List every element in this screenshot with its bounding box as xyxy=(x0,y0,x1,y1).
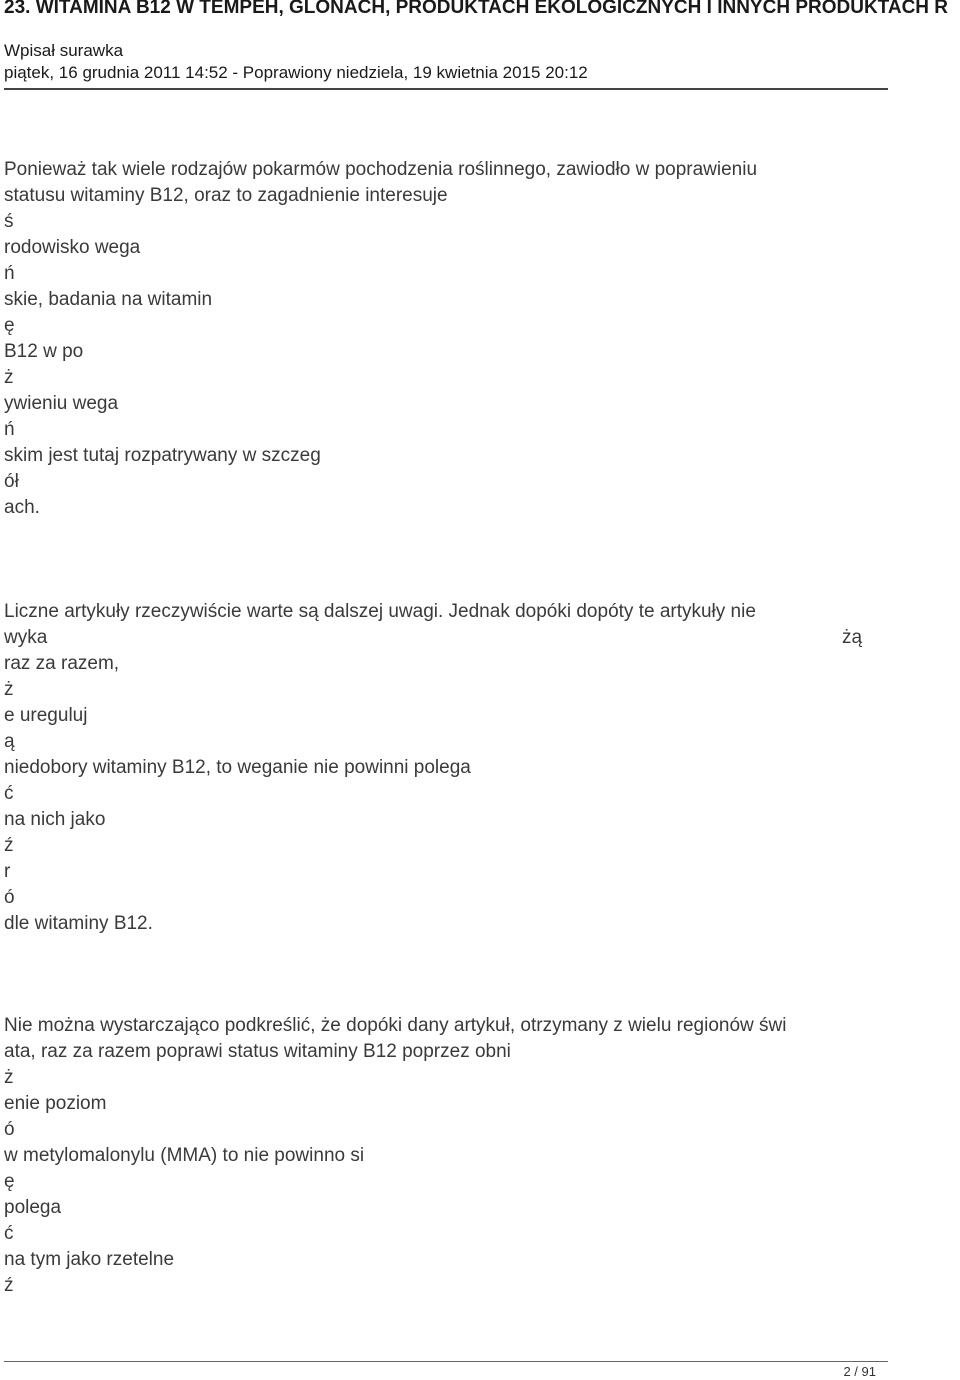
text-line xyxy=(4,209,904,235)
text-line xyxy=(4,1117,904,1143)
text-line xyxy=(4,1143,904,1169)
text-line xyxy=(4,651,904,677)
line-text: Ponieważ tak wiele rodzajów pokarmów pochodzenia roślinnego, zawiodło w poprawieniu xyxy=(4,159,758,180)
text-line xyxy=(4,625,904,651)
line-text: statusu witaminy B12, oraz to zagadnienie interesuje xyxy=(4,185,448,206)
text-line xyxy=(4,157,904,183)
page-number: 2 / 91 xyxy=(843,1364,876,1379)
line-text: ć xyxy=(4,783,14,804)
line-text: ś xyxy=(4,211,14,232)
line-text: enie poziom xyxy=(4,1093,107,1114)
text-line xyxy=(4,755,904,781)
line-text: B12 w po xyxy=(4,341,84,362)
line-text: ata, raz za razem poprawi status witaminy B12 poprzez obni xyxy=(4,1041,511,1062)
text-line xyxy=(4,859,904,885)
dateline: piątek, 16 grudnia 2011 14:52 - Poprawiony niedziela, 19 kwietnia 2015 20:12 xyxy=(4,63,588,82)
line-text: ę xyxy=(4,1171,15,1192)
text-line xyxy=(4,1013,904,1039)
text-line xyxy=(4,599,904,625)
line-text: ń xyxy=(4,419,15,440)
line-text: rodowisko wega xyxy=(4,237,141,258)
text-line xyxy=(4,703,904,729)
text-line xyxy=(4,261,904,287)
text-line xyxy=(4,1039,904,1065)
text-line xyxy=(4,339,904,365)
line-text: Liczne artykuły rzeczywiście warte są dalszej uwagi. Jednak dopóki dopóty te artykuły nie xyxy=(4,601,756,622)
line-text: ź xyxy=(4,835,14,856)
text-line xyxy=(4,781,904,807)
line-text: e ureguluj xyxy=(4,705,88,726)
text-line xyxy=(4,807,904,833)
text-line xyxy=(4,885,904,911)
text-line xyxy=(4,1091,904,1117)
line-text: ó xyxy=(4,887,15,908)
text-line xyxy=(4,443,904,469)
paragraph-1 xyxy=(4,157,904,521)
text-line xyxy=(4,1247,904,1273)
text-line xyxy=(4,417,904,443)
text-line xyxy=(4,1065,904,1091)
text-line xyxy=(4,469,904,495)
line-text: ó xyxy=(4,1119,15,1140)
line-text: ywieniu wega xyxy=(4,393,119,414)
line-text: ą xyxy=(4,731,15,752)
line-text: skim jest tutaj rozpatrywany w szczeg xyxy=(4,445,321,466)
line-text: na tym jako rzetelne xyxy=(4,1249,175,1270)
line-text: na nich jako xyxy=(4,809,106,830)
text-line xyxy=(4,729,904,755)
header-divider xyxy=(4,88,888,90)
paragraph-2 xyxy=(4,599,904,937)
paragraph-3 xyxy=(4,1013,904,1299)
text-line xyxy=(4,235,904,261)
line-text: niedobory witaminy B12, to weganie nie powinni polega xyxy=(4,757,471,778)
text-line xyxy=(4,833,904,859)
text-line xyxy=(4,1195,904,1221)
text-line xyxy=(4,495,904,521)
author-line: Wpisał surawka xyxy=(4,41,124,60)
line-text: r xyxy=(4,861,11,882)
text-line xyxy=(4,1169,904,1195)
page-title: 23. WITAMINA B12 W TEMPEH, GLONACH, PRODUKTACH EKOLOGICZNYCH I INNYCH PRODUKTACH R xyxy=(4,0,949,18)
text-line xyxy=(4,677,904,703)
text-line xyxy=(4,183,904,209)
text-line xyxy=(4,313,904,339)
line-text: Nie można wystarczająco podkreślić, że dopóki dany artykuł, otrzymany z wielu regionów świ xyxy=(4,1015,787,1036)
line-text: ach. xyxy=(4,497,40,518)
inline-right-glyphs: żą xyxy=(842,627,863,648)
text-line xyxy=(4,365,904,391)
line-text: dle witaminy B12. xyxy=(4,913,153,934)
text-line xyxy=(4,1221,904,1247)
line-text: ż xyxy=(4,679,14,700)
line-text: ń xyxy=(4,263,15,284)
footer-divider xyxy=(4,1361,888,1362)
text-line xyxy=(4,287,904,313)
line-text: polega xyxy=(4,1197,62,1218)
line-text: ć xyxy=(4,1223,14,1244)
text-line xyxy=(4,911,904,937)
line-text: ż xyxy=(4,367,14,388)
line-text: raz za razem, xyxy=(4,653,120,674)
text-line xyxy=(4,1273,904,1299)
line-text: ż xyxy=(4,1067,14,1088)
line-text: w metylomalonylu (MMA) to nie powinno si xyxy=(4,1145,365,1166)
line-text: ół xyxy=(4,471,19,492)
line-text: ę xyxy=(4,315,15,336)
line-text: ź xyxy=(4,1275,14,1296)
line-text: wyka xyxy=(4,627,48,648)
text-line xyxy=(4,391,904,417)
line-text: skie, badania na witamin xyxy=(4,289,213,310)
